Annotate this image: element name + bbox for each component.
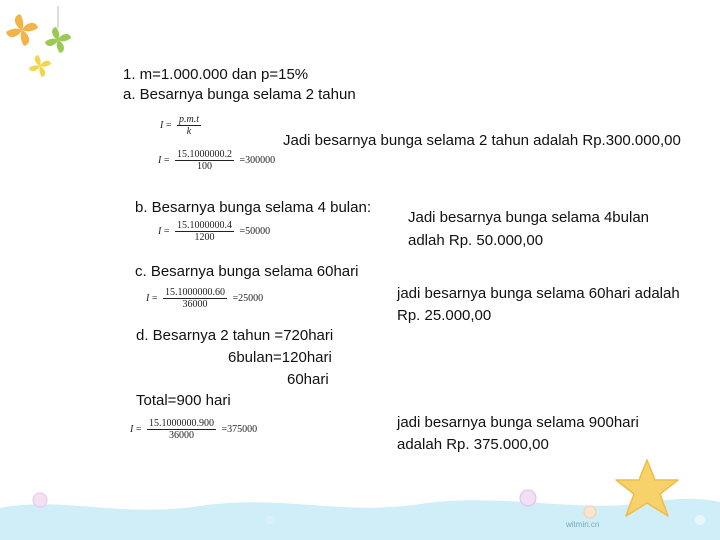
heading-part-b: b. Besarnya bunga selama 4 bulan: <box>135 199 371 216</box>
formula-part-a: I = $\frac{15.1000000.2}{100}$ =300000 <box>158 149 276 172</box>
part-d-line-3: 60hari <box>287 371 329 388</box>
answer-part-b-line-1: Jadi besarnya bunga selama 4bulan <box>408 209 650 226</box>
formula-part-b: I = $\frac{15.1000000.4}{1200}$ =50000 <box>158 220 271 243</box>
problem-line-1: 1. m=1.000.000 dan p=15% <box>123 66 309 83</box>
answer-part-d-line-2: adalah Rp. 375.000,00 <box>397 436 549 453</box>
answer-part-b-line-2: adlah Rp. 50.000,00 <box>408 232 544 249</box>
formula-general: I = $\frac{p.m.t}{k}$ <box>160 114 199 137</box>
part-d-total: Total=900 hari <box>136 392 231 409</box>
problem-line-2: a. Besarnya bunga selama 2 tahun <box>123 86 356 103</box>
pinwheel-decoration <box>0 0 90 90</box>
heading-part-c: c. Besarnya bunga selama 60hari <box>135 263 359 280</box>
answer-part-a: Jadi besarnya bunga selama 2 tahun adalah Rp.300.000,00 <box>283 132 681 149</box>
part-d-line-2: 6bulan=120hari <box>228 349 332 366</box>
starfish-decoration <box>612 458 682 520</box>
answer-part-d-line-1: jadi besarnya bunga selama 900hari <box>397 414 639 431</box>
heading-part-d: d. Besarnya 2 tahun =720hari <box>136 327 334 344</box>
watermark: witmin.cn <box>566 520 600 529</box>
formula-part-d: I = $\frac{15.1000000.900}{36000}$ =375000 <box>130 418 258 441</box>
answer-part-c-line-2: Rp. 25.000,00 <box>397 307 492 324</box>
answer-part-c-line-1: jadi besarnya bunga selama 60hari adalah <box>397 285 680 302</box>
formula-part-c: I = $\frac{15.1000000.60}{36000}$ =25000 <box>146 287 264 310</box>
